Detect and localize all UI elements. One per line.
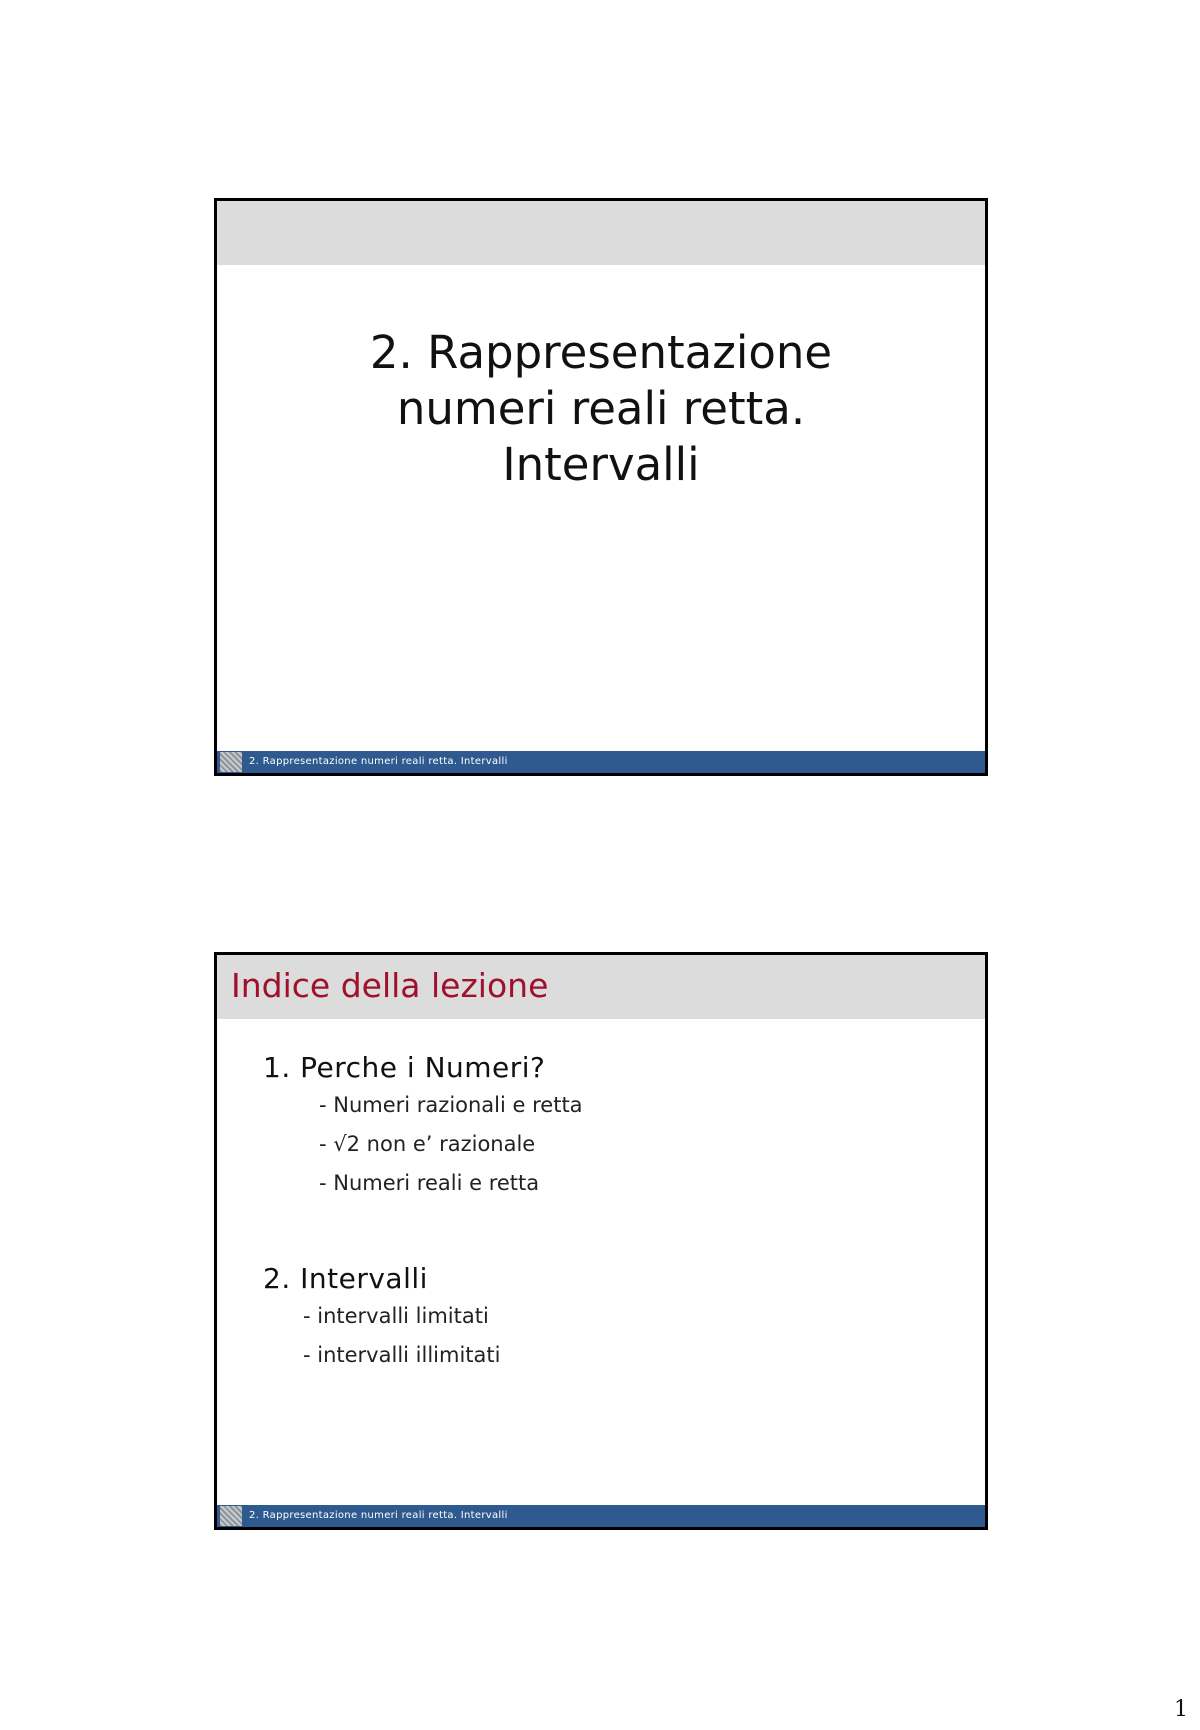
- slide-title-line: numeri reali retta.: [396, 382, 806, 435]
- slide-1: [214, 198, 988, 776]
- toc-item: - Numeri reali e retta: [319, 1171, 540, 1195]
- slide-footer: [217, 1505, 985, 1527]
- slide-footer: [217, 751, 985, 773]
- page-number: 1: [1174, 1697, 1188, 1722]
- university-logo-icon: [220, 752, 242, 772]
- toc-item: - intervalli illimitati: [303, 1343, 501, 1367]
- toc-item: - intervalli limitati: [303, 1304, 489, 1328]
- slide-header-band: [217, 201, 985, 265]
- slide-title-line: Intervalli: [502, 438, 700, 491]
- slide-title-line: 2. Rappresentazione: [369, 326, 833, 379]
- spacer: [263, 1203, 963, 1261]
- footer-text: 2. Rappresentazione numeri reali retta. Intervalli: [249, 1510, 508, 1521]
- slide-title: Indice della lezione: [231, 966, 549, 1005]
- toc-section-heading: 1. Perche i Numeri?: [263, 1051, 546, 1084]
- toc-item: - Numeri razionali e retta: [319, 1093, 583, 1117]
- toc-item: - √2 non e’ razionale: [319, 1132, 536, 1156]
- toc-section-heading: 2. Intervalli: [263, 1262, 428, 1295]
- slide-2: [214, 952, 988, 1530]
- university-logo-icon: [220, 1506, 242, 1526]
- table-of-contents: [263, 1050, 963, 1375]
- footer-text: 2. Rappresentazione numeri reali retta. Intervalli: [249, 756, 508, 767]
- slide-title: [217, 325, 985, 493]
